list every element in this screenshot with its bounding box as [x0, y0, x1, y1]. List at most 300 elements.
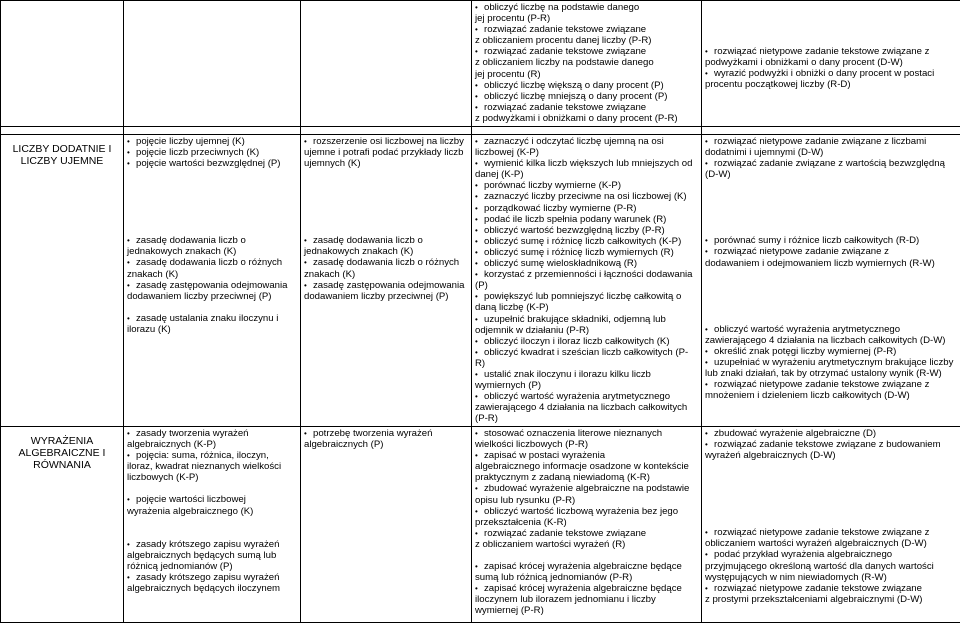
cell-s1-knowledge — [124, 135, 301, 427]
bullet-text: rozwiązać zadanie tekstowe związane — [484, 527, 647, 539]
bullet-icon: • — [475, 429, 478, 438]
bullet-item-continuation — [127, 291, 297, 302]
bullet-text: rozwiązać nietypowe zadanie związane z — [714, 246, 889, 258]
bullet-text: obliczyć wartość liczbową wyrażenia bez jego — [484, 505, 679, 517]
bullet-item — [705, 46, 957, 57]
bullet-text: zasady krótszego zapisu wyrażeń — [136, 571, 280, 583]
bullet-item — [475, 102, 698, 113]
bullet-item — [127, 158, 297, 169]
bullet-text: mnożeniem i dzieleniem liczb całkowitych (D-W) — [705, 390, 910, 402]
bullet-text: zapisać krócej wyrażenia algebraiczne będące — [484, 561, 682, 573]
bullet-item-continuation — [475, 35, 698, 46]
spacer — [705, 483, 957, 494]
bullet-item-continuation — [475, 69, 698, 80]
bullet-item-continuation — [705, 450, 957, 461]
bullet-text: porządkować liczby wymierne (P-R) — [484, 202, 637, 214]
bullet-text: korzystać z przemienności i łączności dodawania — [484, 269, 693, 281]
bullet-item — [127, 450, 297, 461]
spacer — [127, 169, 297, 180]
bullet-item-continuation — [127, 439, 297, 450]
bullet-text: zasadę ustalania znaku iloczynu i — [136, 312, 279, 324]
cell-s2-skills — [472, 427, 702, 623]
bullet-text: podać przykład wyrażenia algebraicznego — [714, 549, 893, 561]
bullet-item-continuation — [475, 402, 698, 413]
bullet-text: porównać sumy i różnice liczb całkowitych (R-D) — [714, 235, 920, 247]
bullet-item-continuation — [705, 594, 957, 605]
bullet-item-continuation — [705, 572, 957, 583]
bullet-text: pojęcie wartości bezwzględnej (P) — [136, 158, 281, 170]
bullet-icon: • — [304, 429, 307, 438]
bullet-item — [475, 258, 698, 269]
bullet-icon: • — [705, 159, 708, 169]
bullet-item — [475, 2, 698, 13]
cell-top-knowledge — [124, 1, 301, 127]
bullet-text: z obliczaniem wartości wyrażeń (R) — [475, 538, 626, 550]
bullet-item — [705, 324, 957, 335]
bullet-text: obliczyć kwadrat i sześcian liczb całkowitych (P- — [484, 346, 689, 358]
bullet-item-continuation — [475, 472, 698, 483]
bullet-text: wyrazić podwyżki i obniżki o dany procent w postaci — [714, 68, 935, 80]
bullet-icon: • — [475, 91, 478, 101]
bullet-icon: • — [475, 181, 478, 191]
bullet-text: dodatnimi i ujemnymi (D-W) — [705, 147, 824, 159]
bullet-item-continuation — [127, 246, 297, 257]
bullet-item — [475, 369, 698, 380]
cell-s1-advanced — [702, 135, 960, 427]
bullet-item — [475, 180, 698, 191]
bullet-item-continuation — [127, 269, 297, 280]
bullet-item — [705, 136, 957, 147]
spacer — [705, 224, 957, 235]
spacer — [304, 224, 468, 235]
cell-s2-knowledge — [124, 427, 301, 623]
bullet-item-continuation — [127, 583, 297, 594]
bullet-text: liczbowej (K-P) — [475, 147, 539, 159]
bullet-text: zbudować wyrażenie algebraiczne (D) — [714, 428, 877, 439]
bullet-text: R) — [475, 357, 486, 369]
bullet-text: danej (K-P) — [475, 169, 524, 181]
bullet-icon: • — [705, 324, 708, 334]
bullet-item-continuation — [475, 413, 698, 424]
bullet-text: podwyżkami i obniżkami o dany procent (D-W) — [705, 57, 903, 69]
bullet-icon: • — [475, 336, 478, 346]
cell-top-understanding — [301, 1, 472, 127]
bullet-text: potrzebę tworzenia wyrażeń — [313, 428, 433, 439]
bullet-text: wyrażenia algebraicznego (K) — [127, 505, 254, 517]
spacer — [127, 302, 297, 313]
bullet-icon: • — [127, 148, 130, 158]
bullet-text: rozwiązać nietypowe zadanie tekstowe związane — [714, 582, 922, 594]
bullet-item — [705, 439, 957, 450]
table-row-gap — [1, 127, 960, 135]
bullet-text: obliczyć wartość wyrażenia arytmetycznego — [484, 391, 671, 403]
bullet-text: zasadę dodawania liczb o — [136, 235, 246, 247]
bullet-text: odjemnik w działaniu (P-R) — [475, 324, 590, 336]
bullet-text: rozwiązać zadanie tekstowe związane — [484, 101, 647, 113]
bullet-text: z obliczaniem liczby na podstawie danego — [475, 57, 654, 69]
bullet-item — [475, 314, 698, 325]
bullet-text: pojęcie liczb przeciwnych (K) — [136, 147, 260, 159]
bullet-text: (P-R) — [475, 413, 498, 425]
bullet-text: rozwiązać nietypowe zadanie związane z liczbami — [714, 136, 927, 147]
cell-top-skills — [472, 1, 702, 127]
bullet-icon: • — [705, 380, 708, 390]
bullet-text: zasadę zastępowania odejmowania — [136, 279, 288, 291]
bullet-text: rozwiązać zadanie tekstowe związane z budowaniem — [714, 439, 941, 451]
bullet-item — [127, 136, 297, 147]
bullet-item-continuation — [475, 358, 698, 369]
bullet-icon: • — [705, 236, 708, 246]
bullet-text: znakach (K) — [304, 268, 356, 280]
bullet-item-continuation — [475, 539, 698, 550]
bullet-text: przyjmującego określoną wartość dla danych wartości — [705, 560, 934, 572]
bullet-item-continuation — [475, 572, 698, 583]
bullet-item-continuation — [304, 439, 468, 450]
bullet-item — [475, 506, 698, 517]
bullet-text: obliczaniem wartości wyrażeń algebraicznych (D-W) — [705, 538, 927, 550]
bullet-icon: • — [705, 528, 708, 538]
bullet-icon: • — [475, 236, 478, 246]
bullet-item-continuation — [475, 380, 698, 391]
bullet-item-continuation — [705, 335, 957, 346]
bullet-text: sumą lub różnicą jednomianów (P-R) — [475, 572, 633, 584]
cell-s1-understanding — [301, 135, 472, 427]
bullet-item — [475, 561, 698, 572]
bullet-item-continuation — [705, 57, 957, 68]
bullet-item — [475, 203, 698, 214]
bullet-icon: • — [475, 484, 478, 494]
bullet-text: zasady tworzenia wyrażeń — [136, 428, 249, 439]
bullet-icon: • — [304, 137, 307, 146]
bullet-text: zapisać krócej wyrażenia algebraiczne będące — [484, 583, 682, 595]
bullet-text: wyrażeń algebraicznych (D-W) — [705, 450, 836, 462]
bullet-item — [127, 494, 297, 505]
bullet-text: wymienić kilka liczb większych lub mniejszych od — [484, 158, 693, 170]
bullet-icon: • — [475, 347, 478, 357]
bullet-item — [475, 428, 698, 439]
bullet-item-continuation — [705, 368, 957, 379]
bullet-item-continuation — [127, 561, 297, 572]
spacer — [127, 528, 297, 539]
bullet-text: podać ile liczb spełnia podany warunek (R) — [484, 213, 667, 225]
bullet-icon: • — [475, 137, 478, 146]
bullet-item — [475, 291, 698, 302]
cell-top-advanced — [702, 1, 960, 127]
bullet-text: jej procentu (R) — [475, 68, 541, 80]
bullet-icon: • — [475, 25, 478, 35]
bullet-text: ustalić znak iloczynu i ilorazu kilku liczb — [484, 368, 651, 380]
bullet-item — [475, 269, 698, 280]
spacer — [705, 505, 957, 516]
bullet-text: różnicą jednomianów (P) — [127, 560, 233, 572]
bullet-icon: • — [475, 192, 478, 202]
bullet-text: obliczyć sumę i różnicę liczb wymiernych (R) — [484, 246, 674, 258]
spacer — [127, 517, 297, 528]
bullet-icon: • — [127, 236, 130, 246]
bullet-text: uzupełnić brakujące składniki, odjemną lub — [484, 313, 666, 325]
bullet-text: występujących w nim niewiadomych (R-W) — [705, 571, 887, 583]
bullet-item — [475, 136, 698, 147]
bullet-icon: • — [475, 47, 478, 57]
bullet-icon: • — [705, 440, 708, 450]
bullet-icon: • — [475, 314, 478, 324]
bullet-item-continuation — [475, 325, 698, 336]
bullet-text: (P) — [475, 280, 488, 292]
bullet-item-continuation — [475, 594, 698, 605]
bullet-icon: • — [475, 159, 478, 169]
spacer — [705, 291, 957, 302]
bullet-icon: • — [705, 357, 708, 367]
bullet-item — [705, 379, 957, 390]
bullet-text: ujemnych (K) — [304, 158, 361, 170]
bullet-text: uzupełniać w wyrażeniu arytmetycznym brakujące liczby — [714, 356, 954, 368]
bullet-item-continuation — [475, 13, 698, 24]
bullet-icon: • — [705, 47, 708, 56]
spacer — [705, 191, 957, 202]
bullet-icon: • — [475, 80, 478, 90]
bullet-item-continuation — [127, 506, 297, 517]
bullet-icon: • — [127, 572, 130, 582]
bullet-item-continuation — [475, 280, 698, 291]
bullet-icon: • — [475, 528, 478, 538]
spacer — [475, 550, 698, 561]
bullet-text: ujemne i potrafi podać przykłady liczb — [304, 147, 464, 159]
bullet-text: znakach (K) — [127, 268, 179, 280]
bullet-icon: • — [127, 258, 130, 268]
bullet-icon: • — [304, 236, 307, 246]
bullet-text: wymiernej (P-R) — [475, 605, 544, 617]
bullet-icon: • — [705, 550, 708, 560]
bullet-item — [127, 147, 297, 158]
bullet-item-continuation — [304, 158, 468, 169]
spacer — [304, 202, 468, 213]
bullet-item-continuation — [475, 57, 698, 68]
bullet-text: obliczyć wartość wyrażenia arytmetycznego — [714, 323, 901, 335]
bullet-icon: • — [475, 562, 478, 572]
bullet-icon: • — [304, 280, 307, 290]
spacer — [127, 180, 297, 191]
spacer — [705, 494, 957, 505]
bullet-text: rozwiązać zadanie tekstowe związane — [484, 24, 647, 36]
bullet-item-continuation — [304, 269, 468, 280]
cell-s1-skills — [472, 135, 702, 427]
bullet-text: rozwiązać zadanie tekstowe związane — [484, 46, 647, 58]
bullet-text: algebraicznych będących iloczynem — [127, 583, 281, 595]
spacer — [304, 213, 468, 224]
bullet-text: określić znak potęgi liczby wymiernej (P-R) — [714, 345, 897, 357]
bullet-icon: • — [127, 280, 130, 290]
bullet-text: obliczyć iloczyn i iloraz liczb całkowitych (K) — [484, 335, 670, 347]
bullet-text: dodawaniem liczby przeciwnej (P) — [127, 290, 272, 302]
bullet-text: procentu początkowej liczby (R-D) — [705, 79, 851, 91]
bullet-text: algebraicznego informacje osadzone w kontekście — [475, 461, 689, 473]
bullet-icon: • — [475, 392, 478, 402]
bullet-text: zapisać w postaci wyrażenia — [484, 450, 606, 462]
cell-s2-advanced — [702, 427, 960, 623]
spacer — [705, 280, 957, 291]
spacer — [705, 461, 957, 472]
bullet-text: zaznaczyć i odczytać liczbę ujemną na osi — [484, 136, 664, 147]
bullet-item — [475, 336, 698, 347]
bullet-text: algebraicznych (K-P) — [127, 439, 217, 451]
bullet-item-continuation — [705, 258, 957, 269]
bullet-text: daną liczbę (K-P) — [475, 302, 549, 314]
bullet-icon: • — [475, 259, 478, 269]
bullet-text: pojęcia: suma, różnica, iloczyn, — [136, 450, 269, 462]
spacer — [304, 180, 468, 191]
bullet-item-continuation — [304, 147, 468, 158]
bullet-item-continuation — [127, 461, 297, 472]
bullet-text: zasadę dodawania liczb o różnych — [136, 257, 283, 269]
bullet-item-continuation — [705, 538, 957, 549]
spacer — [127, 202, 297, 213]
bullet-icon: • — [475, 292, 478, 302]
bullet-text: rozwiązać nietypowe zadanie tekstowe związane z — [714, 46, 930, 57]
bullet-item-continuation — [705, 561, 957, 572]
spacer — [705, 472, 957, 483]
bullet-item — [705, 428, 957, 439]
bullet-icon: • — [475, 3, 478, 12]
table-row-top — [1, 1, 960, 127]
bullet-item — [705, 527, 957, 538]
bullet-item-continuation — [705, 169, 957, 180]
bullet-text: rozszerzenie osi liczbowej na liczby — [313, 136, 464, 147]
bullet-text: obliczyć sumę wieloskładnikową (R) — [484, 258, 638, 270]
bullet-item-continuation — [475, 605, 698, 616]
bullet-item — [475, 191, 698, 202]
bullet-icon: • — [127, 313, 130, 323]
bullet-text: wymiernych (P) — [475, 380, 542, 392]
bullet-text: rozwiązać zadanie związane z wartością bezwzględną — [714, 158, 945, 170]
bullet-item — [475, 528, 698, 539]
bullet-text: iloraz, kwadrat nieznanych wielkości — [127, 461, 282, 473]
bullet-text: wielkości liczbowych (P-R) — [475, 439, 589, 451]
bullet-icon: • — [127, 451, 130, 461]
bullet-item-continuation — [705, 390, 957, 401]
spacer — [705, 269, 957, 280]
bullet-item — [705, 246, 957, 257]
bullet-text: stosować oznaczenia literowe nieznanych — [484, 428, 663, 439]
bullet-icon: • — [475, 214, 478, 224]
bullet-item-continuation — [304, 291, 468, 302]
bullet-item-continuation — [705, 147, 957, 158]
bullet-item-continuation — [127, 324, 297, 335]
table-row-section2 — [1, 427, 960, 623]
bullet-item — [127, 313, 297, 324]
bullet-item — [705, 68, 957, 79]
bullet-icon: • — [475, 203, 478, 213]
bullet-icon: • — [475, 102, 478, 112]
bullet-text: jednakowych znakach (K) — [127, 246, 237, 258]
bullet-item — [475, 483, 698, 494]
bullet-item-continuation — [475, 147, 698, 158]
bullet-item — [127, 572, 297, 583]
bullet-text: lub znaki działań, tak by otrzymać ustalony wynik (R-W) — [705, 368, 942, 380]
bullet-text: obliczyć liczbę mniejszą o dany procent (P) — [484, 90, 668, 102]
bullet-item — [304, 428, 468, 439]
bullet-item — [475, 347, 698, 358]
spacer — [127, 191, 297, 202]
bullet-icon: • — [127, 429, 130, 438]
spacer — [705, 180, 957, 191]
bullet-text: pojęcie wartości liczbowej — [136, 494, 246, 506]
category-label: WYRAŻENIA ALGEBRAICZNE I RÓWNANIA — [1, 427, 124, 623]
spacer — [705, 202, 957, 213]
cell-s2-understanding — [301, 427, 472, 623]
spacer — [705, 313, 957, 324]
spacer — [304, 191, 468, 202]
bullet-item — [475, 225, 698, 236]
bullet-item — [475, 450, 698, 461]
bullet-text: z prostymi przekształceniami algebraicznymi (D-W) — [705, 593, 923, 605]
bullet-item-continuation — [705, 79, 957, 90]
bullet-text: jednakowych znakach (K) — [304, 246, 414, 258]
bullet-icon: • — [475, 270, 478, 280]
bullet-icon: • — [475, 451, 478, 461]
bullet-text: zasadę dodawania liczb o różnych — [313, 257, 460, 269]
bullet-text: pojęcie liczby ujemnej (K) — [136, 136, 245, 147]
bullet-item — [705, 549, 957, 560]
bullet-text: zasady krótszego zapisu wyrażeń — [136, 538, 280, 550]
bullet-item — [304, 136, 468, 147]
category-label: LICZBY DODATNIE I LICZBY UJEMNE — [1, 135, 124, 427]
bullet-icon: • — [475, 369, 478, 379]
bullet-text: (D-W) — [705, 169, 731, 181]
bullet-icon: • — [475, 225, 478, 235]
bullet-text: iloczynem lub ilorazem jednomianu i liczby — [475, 594, 656, 606]
bullet-item — [705, 357, 957, 368]
bullet-text: przekształcenia (K-R) — [475, 516, 567, 528]
bullet-item-continuation — [127, 472, 297, 483]
bullet-icon: • — [127, 159, 130, 169]
bullet-text: rozwiązać nietypowe zadanie tekstowe związane z — [714, 379, 930, 391]
spacer — [304, 169, 468, 180]
bullet-icon: • — [705, 346, 708, 356]
bullet-item — [475, 236, 698, 247]
bullet-text: zawierającego 4 działania na liczbach całkowitych — [475, 402, 688, 414]
bullet-text: algebraicznych (P) — [304, 439, 384, 451]
bullet-item — [304, 280, 468, 291]
bullet-item — [475, 214, 698, 225]
bullet-item-continuation — [127, 550, 297, 561]
bullet-icon: • — [475, 506, 478, 516]
bullet-item — [127, 539, 297, 550]
bullet-icon: • — [304, 258, 307, 268]
bullet-item-continuation — [475, 302, 698, 313]
bullet-icon: • — [127, 495, 130, 505]
bullet-item — [127, 428, 297, 439]
bullet-text: zasadę zastępowania odejmowania — [313, 279, 465, 291]
bullet-text: jej procentu (P-R) — [475, 13, 551, 25]
bullet-item-continuation — [475, 517, 698, 528]
bullet-item — [127, 235, 297, 246]
bullet-icon: • — [127, 137, 130, 146]
bullet-text: opisu lub rysunku (P-R) — [475, 494, 576, 506]
bullet-text: praktycznym z zadaną niewiadomą (K-R) — [475, 472, 650, 484]
bullet-item — [475, 158, 698, 169]
spacer — [127, 224, 297, 235]
cell-top-category — [1, 1, 124, 127]
spacer — [705, 516, 957, 527]
bullet-item — [475, 583, 698, 594]
bullet-item — [127, 257, 297, 268]
bullet-text: rozwiązać nietypowe zadanie tekstowe związane z — [714, 527, 930, 539]
bullet-text: zaznaczyć liczby przeciwne na osi liczbowej (K) — [484, 191, 687, 203]
bullet-text: dodawaniem liczby przeciwnej (P) — [304, 290, 449, 302]
bullet-item — [475, 91, 698, 102]
bullet-text: powiększyć lub pomniejszyć liczbę całkowitą o — [484, 291, 682, 303]
bullet-item-continuation — [304, 246, 468, 257]
